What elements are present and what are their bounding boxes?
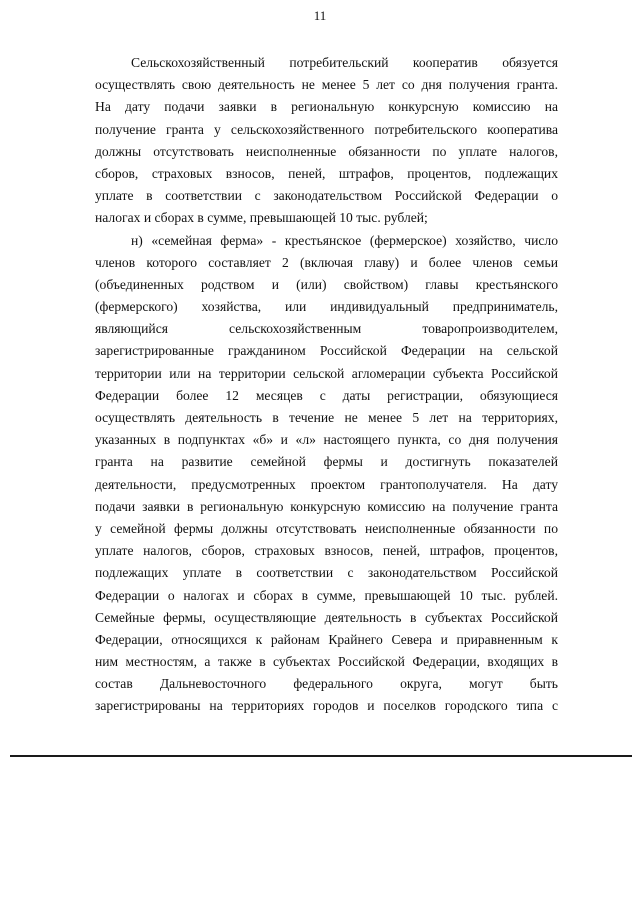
text-line: уплате налогов, сборов, страховых взносов, пеней, штрафов, процентов, <box>95 543 558 559</box>
document-body <box>95 52 558 718</box>
text-line: подлежащих уплате в соответствии с законодательством Российской <box>95 565 558 581</box>
text-line: (фермерского) хозяйства, или индивидуальный предприниматель, <box>95 299 558 315</box>
page-bottom-rule <box>10 755 632 757</box>
text-line: должны отсутствовать неисполненные обязанности по уплате налогов, <box>95 143 558 159</box>
text-line: (объединенных родством и (или) свойством) главы крестьянского <box>95 276 558 292</box>
paragraph-family-farm <box>95 230 558 718</box>
text-line: н) «семейная ферма» - крестьянское (фермерское) хозяйство, число <box>131 232 558 248</box>
text-line: ним местностям, а также в субъектах Российской Федерации, входящих в <box>95 654 558 670</box>
text-line: Сельскохозяйственный потребительский кооператив обязуется <box>131 55 558 70</box>
text-line: налогах и сборах в сумме, превышающей 10 тыс. рублей; <box>95 210 428 226</box>
text-line: зарегистрированы на территориях городов и поселков городского типа с <box>95 698 558 714</box>
text-line: у семейной фермы должны отсутствовать неисполненные обязанности по <box>95 520 558 536</box>
text-line: Федерации более 12 месяцев с даты регистрации, обязующиеся <box>95 387 558 403</box>
page-number: 11 <box>313 8 327 23</box>
paragraph-cooperative <box>95 52 558 230</box>
text-line: состав Дальневосточного федерального округа, могут быть <box>95 676 558 692</box>
text-line: осуществлять деятельность в течение не менее 5 лет на территориях, <box>95 410 558 425</box>
text-line: подачи заявки в региональную конкурсную комиссию на получение гранта <box>95 498 558 514</box>
text-line: уплате в соответствии с законодательством Российской Федерации о <box>95 188 558 204</box>
text-line: деятельности, предусмотренных проектом грантополучателя. На дату <box>95 476 558 492</box>
text-line: На дату подачи заявки в региональную конкурсную комиссию на <box>95 99 558 115</box>
text-line: сборов, страховых взносов, пеней, штрафов, процентов, подлежащих <box>95 165 558 181</box>
text-line: зарегистрированные гражданином Российской Федерации на сельской <box>95 343 558 359</box>
text-line: Федерации, относящихся к районам Крайнего Севера и приравненным к <box>95 631 558 647</box>
text-line: получение гранта у сельскохозяйственного потребительского кооператива <box>95 121 558 137</box>
text-line: Семейные фермы, осуществляющие деятельность в субъектах Российской <box>95 609 558 625</box>
text-line: гранта на развитие семейной фермы и достигнуть показателей <box>95 454 558 470</box>
text-line: территории или на территории сельской агломерации субъекта Российской <box>95 365 558 381</box>
text-line: членов которого составляет 2 (включая главу) и более членов семьи <box>95 254 558 270</box>
text-line: указанных в подпунктах «б» и «л» настоящего пункта, со дня получения <box>95 432 558 448</box>
text-line: Федерации о налогах и сборах в сумме, превышающей 10 тыс. рублей. <box>95 587 558 603</box>
text-line: являющийся сельскохозяйственным товаропроизводителем, <box>95 321 558 337</box>
text-line: осуществлять свою деятельность не менее 5 лет со дня получения гранта. <box>95 77 558 93</box>
